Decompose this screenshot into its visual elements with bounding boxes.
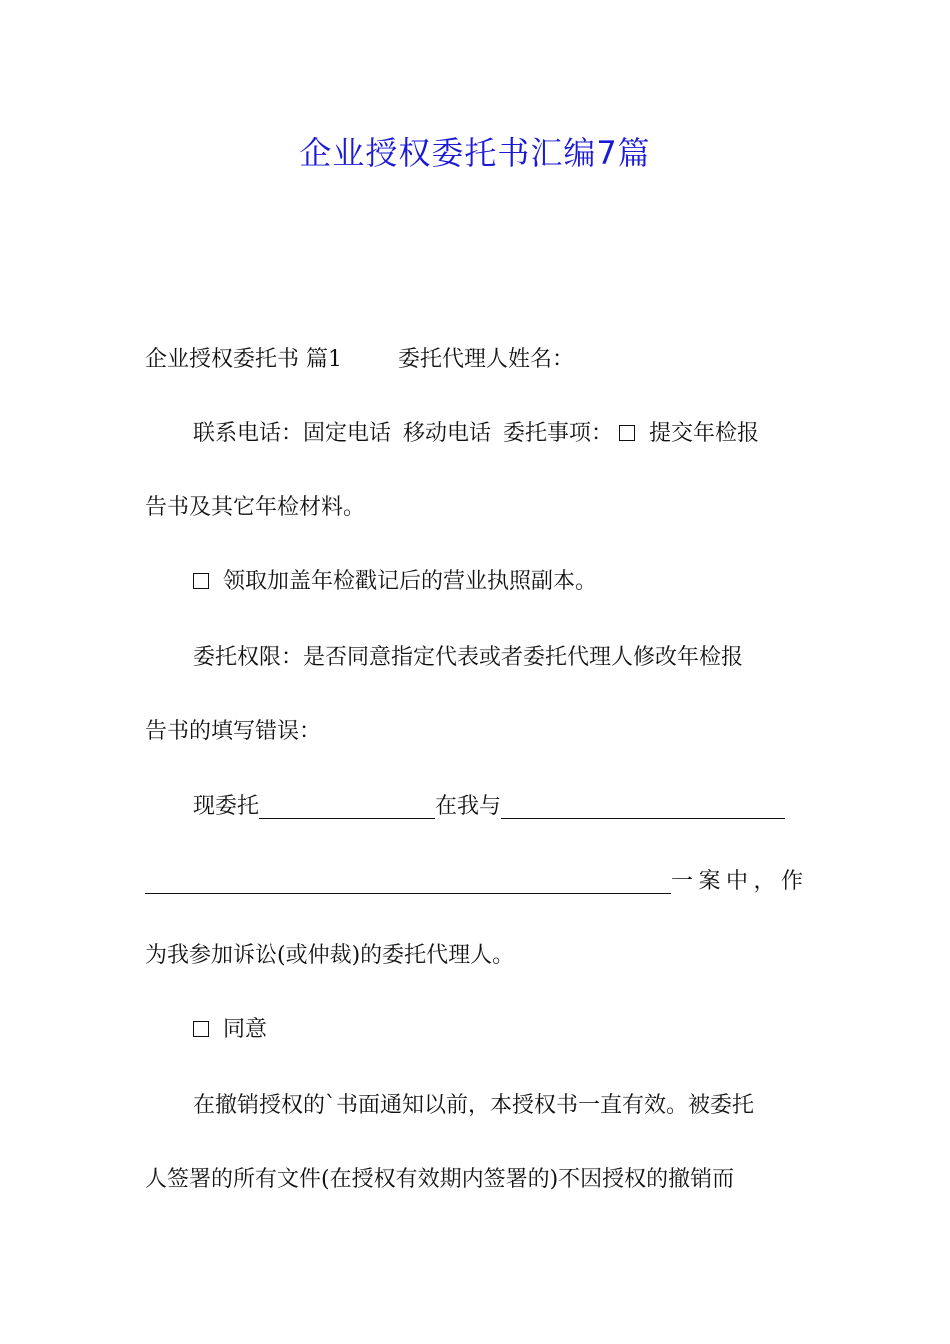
case-char: 案 bbox=[698, 869, 721, 894]
section-heading-line bbox=[145, 340, 807, 380]
phone-label: 联系电话：固定电话 bbox=[193, 421, 392, 446]
case-suffix bbox=[671, 862, 803, 902]
authority-line: 委托权限：是否同意指定代表或者委托代理人修改年检报 bbox=[193, 645, 744, 670]
agent-role-line: 为我参加诉讼(或仲裁)的委托代理人。 bbox=[145, 943, 515, 968]
matters-label: 委托事项： bbox=[503, 421, 614, 446]
document-title: 企业授权委托书汇编7篇 bbox=[299, 134, 651, 172]
collect-license-text: 领取加盖年检戳记后的营业执照副本。 bbox=[223, 569, 598, 594]
case-blank[interactable] bbox=[145, 867, 671, 894]
checkbox-collect-license[interactable] bbox=[193, 573, 209, 589]
mobile-label: 移动电话 bbox=[403, 421, 492, 446]
entrust-middle: 在我与 bbox=[435, 794, 502, 819]
agent-name-label: 委托代理人姓名： bbox=[398, 347, 575, 372]
submit-report-text: 提交年检报 bbox=[649, 421, 760, 446]
party-blank[interactable] bbox=[501, 792, 785, 819]
agree-text: 同意 bbox=[223, 1017, 268, 1042]
entrust-line bbox=[193, 787, 807, 827]
authority-line-cont: 告书的填写错误： bbox=[145, 719, 322, 744]
contact-line-cont: 告书及其它年检材料。 bbox=[145, 495, 366, 520]
case-char: 中 bbox=[725, 869, 748, 894]
validity-line: 在撤销授权的`书面通知以前，本授权书一直有效。被委托 bbox=[193, 1093, 755, 1118]
collect-license-line bbox=[193, 562, 807, 602]
agree-line bbox=[193, 1010, 807, 1050]
case-char: 一 bbox=[671, 869, 694, 894]
case-line bbox=[145, 862, 807, 902]
entrust-prefix: 现委托 bbox=[193, 794, 260, 819]
validity-line-cont: 人签署的所有文件(在授权有效期内签署的)不因授权的撤销而 bbox=[145, 1167, 735, 1192]
case-char: 作 bbox=[780, 869, 803, 894]
checkbox-agree[interactable] bbox=[193, 1021, 209, 1037]
contact-line bbox=[193, 414, 807, 454]
entrustee-blank[interactable] bbox=[259, 792, 435, 819]
checkbox-submit-report[interactable] bbox=[619, 425, 635, 441]
case-char: ， bbox=[753, 869, 776, 894]
section-heading: 企业授权委托书 篇1 bbox=[145, 347, 342, 372]
